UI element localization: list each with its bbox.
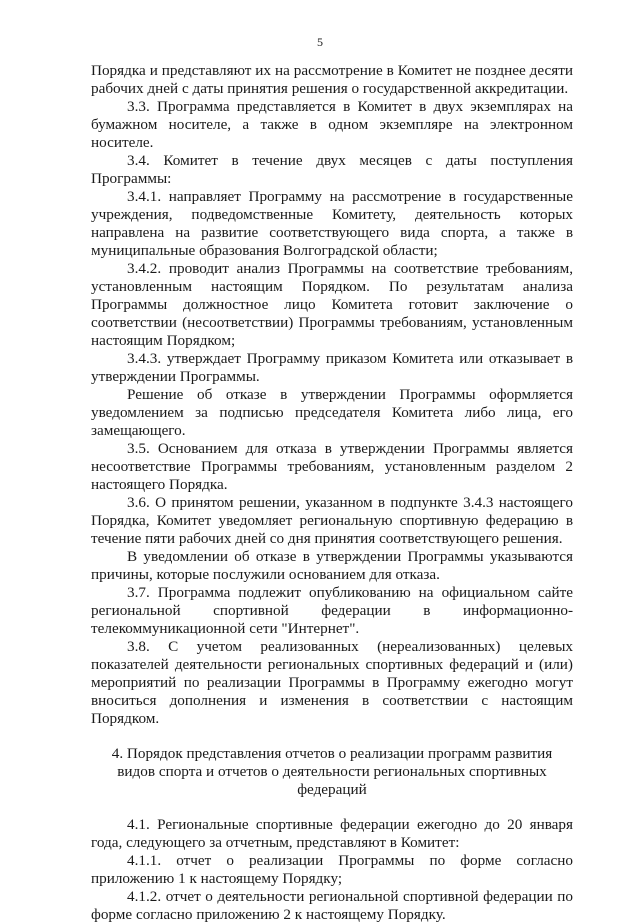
paragraph: 3.4.2. проводит анализ Программы на соответствие требованиям, установленным настоящим Порядком. По результатам анализа Программы должностное лицо Комитета готовит заключение о соответствии (несоответствии) Программы требованиям, установленным настоящим Порядком; — [91, 260, 573, 349]
paragraph: 3.5. Основанием для отказа в утверждении Программы является несоответствие Программы требованиям, установленным разделом 2 настоящего Порядка. — [91, 440, 573, 493]
paragraph: Порядка и представляют их на рассмотрение в Комитет не позднее десяти рабочих дней с даты принятия решения о государственной аккредитации. — [91, 62, 573, 97]
paragraph: 3.4.3. утверждает Программу приказом Комитета или отказывает в утверждении Программы. — [91, 350, 573, 385]
paragraph: 4.1.1. отчет о реализации Программы по форме согласно приложению 1 к настоящему Порядку; — [91, 852, 573, 887]
paragraph: В уведомлении об отказе в утверждении Программы указываются причины, которые послужили основанием для отказа. — [91, 548, 573, 583]
paragraph: 3.4. Комитет в течение двух месяцев с даты поступления Программы: — [91, 152, 573, 187]
paragraph: 3.4.1. направляет Программу на рассмотрение в государственные учреждения, подведомственные Комитету, деятельность которых направлена на развитие соответствующего вида спорта, а также в муниципальные образования Волгоградской области; — [91, 188, 573, 259]
document-body — [91, 62, 573, 924]
paragraph: 3.6. О принятом решении, указанном в подпункте 3.4.3 настоящего Порядка, Комитет уведомляет региональную спортивную федерацию в течение пяти рабочих дней со дня принятия соответствующего решения. — [91, 494, 573, 547]
paragraph: 3.7. Программа подлежит опубликованию на официальном сайте региональной спортивной федерации в информационно-телекоммуникационной сети "Интернет". — [91, 584, 573, 637]
paragraph: 4.1.2. отчет о деятельности региональной спортивной федерации по форме согласно приложению 2 к настоящему Порядку. — [91, 888, 573, 923]
section-heading: 4. Порядок представления отчетов о реализации программ развития видов спорта и отчетов о деятельности региональных спортивных федераций — [111, 745, 553, 798]
paragraph: 3.3. Программа представляется в Комитет в двух экземплярах на бумажном носителе, а также в одном экземпляре на электронном носителе. — [91, 98, 573, 151]
paragraph: 4.1. Региональные спортивные федерации ежегодно до 20 января года, следующего за отчетным, представляют в Комитет: — [91, 816, 573, 851]
paragraph: Решение об отказе в утверждении Программы оформляется уведомлением за подписью председателя Комитета либо лица, его замещающего. — [91, 386, 573, 439]
page-number: 5 — [317, 35, 323, 49]
paragraph: 3.8. С учетом реализованных (нереализованных) целевых показателей деятельности региональных спортивных федераций и (или) мероприятий по реализации Программы в Программу ежегодно могут вноситься дополнения и изменения в соответствии с настоящим Порядком. — [91, 638, 573, 727]
